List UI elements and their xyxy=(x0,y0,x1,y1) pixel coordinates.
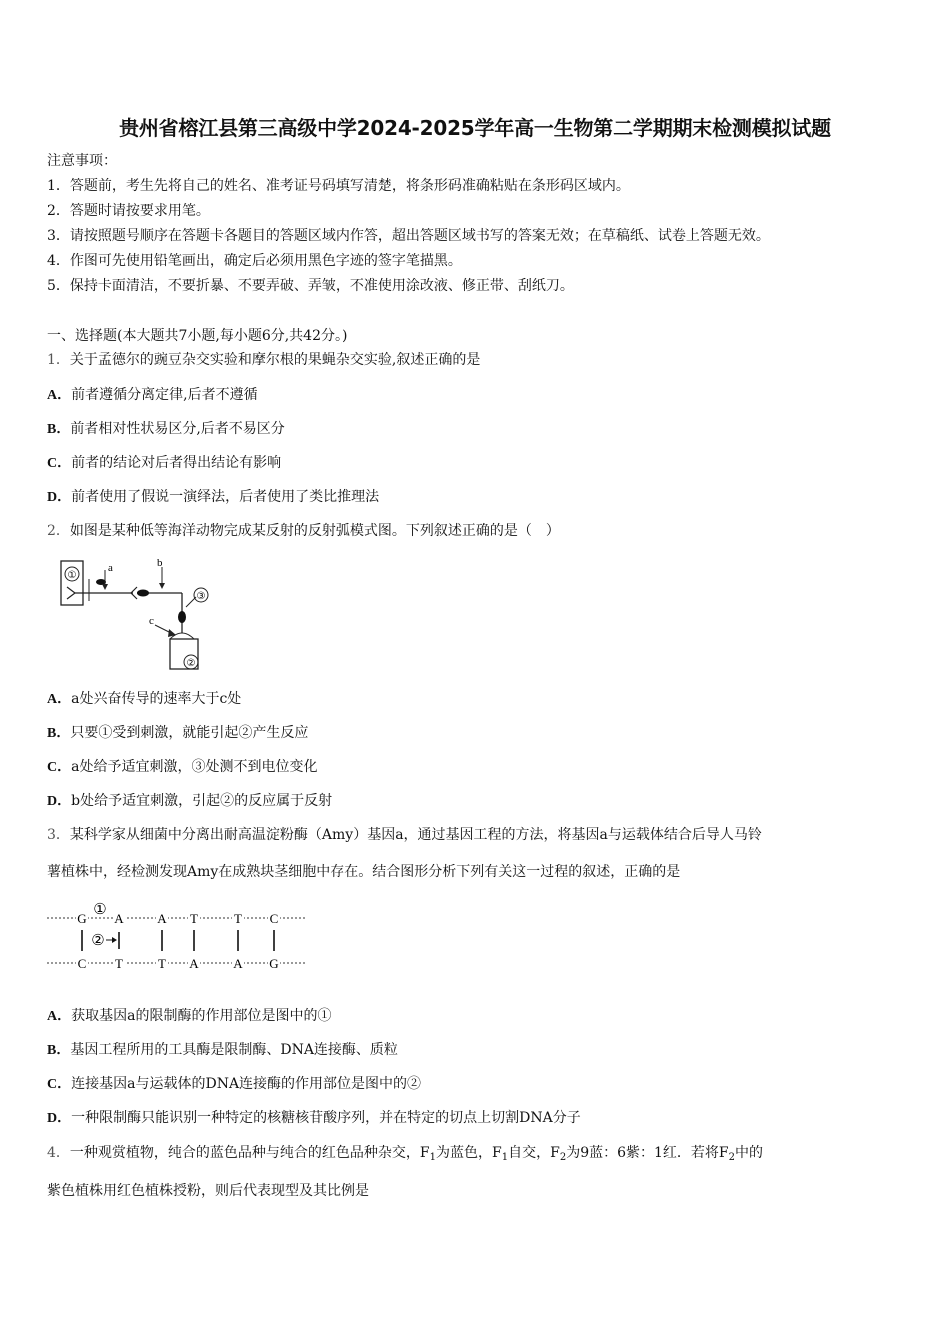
q2-option-c[interactable] xyxy=(47,757,317,778)
q3-option-c[interactable] xyxy=(47,1074,421,1095)
question-number: 2． xyxy=(47,523,70,539)
option-letter: D． xyxy=(47,794,72,809)
q3-option-b[interactable] xyxy=(47,1040,398,1061)
q2-option-b[interactable] xyxy=(47,723,308,744)
option-text: 前者相对性状易区分,后者不易区分 xyxy=(70,421,285,437)
subscript: 2 xyxy=(559,1152,567,1163)
q1-option-c[interactable] xyxy=(47,453,281,474)
option-text: 前者使用了假说一演绎法，后者使用了类比推理法 xyxy=(71,489,380,505)
arrow-a-head xyxy=(102,584,108,590)
dna-figure xyxy=(47,900,317,975)
subscript: 1 xyxy=(501,1152,509,1163)
label-a: a xyxy=(108,562,113,574)
question-text: 如图是某种低等海洋动物完成某反射的反射弧模式图。下列叙述正确的是（ ） xyxy=(69,523,560,539)
label-b: b xyxy=(157,557,163,569)
option-text: 只要①受到刺激，就能引起②产生反应 xyxy=(70,725,309,741)
option-letter: B． xyxy=(47,1043,71,1058)
notice-item-4: 4．作图可先使用铅笔画出，确定后必须用黑色字迹的签字笔描黑。 xyxy=(47,253,462,269)
option-letter: A． xyxy=(47,692,72,707)
option-letter: C． xyxy=(47,760,72,775)
base-bottom-5: A xyxy=(233,956,243,971)
subscript: 2 xyxy=(728,1152,736,1163)
base-top-2: A xyxy=(114,911,124,926)
notice-item-1: 1．答题前，考生先将自己的姓名、准考证号码填写清楚，将条形码准确粘贴在条形码区域内。 xyxy=(47,178,630,194)
option-letter: C． xyxy=(47,456,72,471)
option-text: 前者遵循分离定律,后者不遵循 xyxy=(71,387,258,403)
label-1: ① xyxy=(67,570,77,581)
stem-part: 自交，F xyxy=(508,1145,560,1161)
q1-option-a[interactable] xyxy=(47,385,258,406)
option-letter: A． xyxy=(47,1009,72,1024)
option-letter: D． xyxy=(47,1111,72,1126)
base-bottom-6: G xyxy=(269,956,279,971)
base-bottom-1: C xyxy=(77,956,87,971)
option-text: 获取基因a的限制酶的作用部位是图中的① xyxy=(71,1008,332,1024)
stem-part: 为蓝色，F xyxy=(436,1145,502,1161)
notice-heading: 注意事项： xyxy=(47,153,117,169)
question-3-stem xyxy=(47,825,762,845)
option-text: 一种限制酶只能识别一种特定的核糖核苷酸序列，并在特定的切点上切割DNA分子 xyxy=(71,1110,581,1126)
option-letter: B． xyxy=(47,726,71,741)
option-letter: A． xyxy=(47,388,72,403)
notice-item-5: 5．保持卡面清洁，不要折暴、不要弄破、弄皱，不准使用涂改液、修正带、刮纸刀。 xyxy=(47,278,574,294)
q3-option-a[interactable] xyxy=(47,1006,331,1027)
neuron-body-c xyxy=(178,611,186,623)
label-2: ② xyxy=(186,658,196,669)
question-4-stem-cont: 紫色植株用红色植株授粉，则后代表现型及其比例是 xyxy=(47,1183,369,1199)
reflex-arc-figure xyxy=(55,555,225,675)
base-top-3: A xyxy=(157,911,167,926)
receptor-ending xyxy=(67,587,75,599)
q2-option-a[interactable] xyxy=(47,689,241,710)
option-text: 连接基因a与运载体的DNA连接酶的作用部位是图中的② xyxy=(71,1076,422,1092)
stem-part: 一种观赏植物，纯合的蓝色品种与纯合的红色品种杂交，F xyxy=(69,1145,430,1161)
option-text: b处给予适宜刺激，引起②的反应属于反射 xyxy=(71,793,333,809)
label-c: c xyxy=(149,615,154,627)
question-text: 关于孟德尔的豌豆杂交实验和摩尔根的果蝇杂交实验,叙述正确的是 xyxy=(69,352,481,368)
stem-part: 为9蓝：6紫：1红．若将F xyxy=(566,1145,729,1161)
question-2-stem xyxy=(47,521,560,541)
arrow-b-head xyxy=(159,583,165,589)
q2-option-d[interactable] xyxy=(47,791,332,812)
q1-option-d[interactable] xyxy=(47,487,379,508)
base-top-1: G xyxy=(77,911,87,926)
section-heading: 一、选择题(本大题共7小题,每小题6分,共42分。) xyxy=(47,328,348,344)
base-bottom-4: A xyxy=(189,956,199,971)
arrow-c-head xyxy=(168,629,176,637)
option-text: a处兴奋传导的速率大于c处 xyxy=(71,691,242,707)
question-1-stem xyxy=(47,350,480,370)
option-letter: D． xyxy=(47,490,72,505)
option-text: 基因工程所用的工具酶是限制酶、DNA连接酶、质粒 xyxy=(70,1042,398,1058)
question-number: 4． xyxy=(47,1145,70,1161)
label-3: ③ xyxy=(196,591,206,602)
question-4-stem xyxy=(47,1143,763,1168)
question-3-stem-cont: 薯植株中，经检测发现Amy在成熟块茎细胞中存在。结合图形分析下列有关这一过程的叙述，正确的是 xyxy=(47,864,681,880)
notice-item-2: 2．答题时请按要求用笔。 xyxy=(47,203,210,219)
base-top-6: C xyxy=(269,911,279,926)
q1-option-b[interactable] xyxy=(47,419,285,440)
neuron-body xyxy=(137,590,149,597)
mark-1: ① xyxy=(93,902,107,918)
question-number: 1． xyxy=(47,352,70,368)
base-bottom-3: T xyxy=(158,956,166,971)
base-top-4: T xyxy=(190,911,198,926)
notice-item-3: 3．请按照题号顺序在答题卡各题目的答题区域内作答，超出答题区域书写的答案无效；在草稿纸、试卷上答题无效。 xyxy=(47,228,770,244)
page-title: 贵州省榕江县第三高级中学2024-2025学年高一生物第二学期期末检测模拟试题 xyxy=(119,116,831,140)
mark-2: ② xyxy=(91,933,105,949)
stem-part: 中的 xyxy=(735,1145,764,1161)
base-top-5: T xyxy=(234,911,242,926)
option-text: 前者的结论对后者得出结论有影响 xyxy=(71,455,282,471)
subscript: 1 xyxy=(429,1152,437,1163)
q3-option-d[interactable] xyxy=(47,1108,581,1129)
question-text: 某科学家从细菌中分离出耐高温淀粉酶（Amy）基因a，通过基因工程的方法，将基因a与运载体结合后导人马铃 xyxy=(69,827,762,843)
question-number: 3． xyxy=(47,827,70,843)
option-letter: C． xyxy=(47,1077,72,1092)
option-letter: B． xyxy=(47,422,71,437)
arrow-2-head xyxy=(112,937,117,943)
receptor-box xyxy=(61,561,83,605)
base-bottom-2: T xyxy=(115,956,123,971)
option-text: a处给予适宜刺激，③处测不到电位变化 xyxy=(71,759,318,775)
